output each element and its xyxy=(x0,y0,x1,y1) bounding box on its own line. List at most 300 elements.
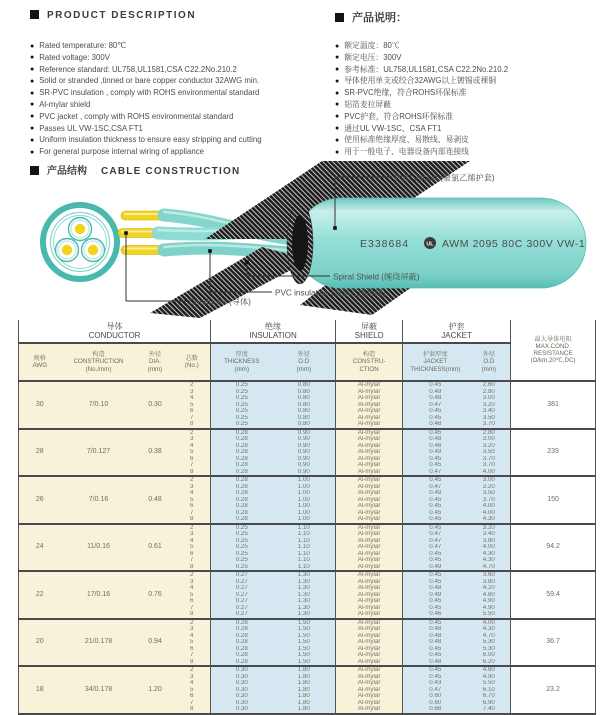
cell-jacket-od: 4.00 xyxy=(468,510,511,517)
bullet-text: Al-mylar shield xyxy=(39,99,91,109)
cell-jacket-thickness: 0.45 xyxy=(403,674,468,681)
cell-shield: Al-mylar xyxy=(336,476,403,484)
cell-shield: Al-mylar xyxy=(336,503,403,510)
cell-ins-od: 1.30 xyxy=(273,611,336,619)
cell-jacket-od: 3.80 xyxy=(468,538,511,545)
cell-ins-od: 1.00 xyxy=(273,490,336,497)
cell-ins-od: 0.90 xyxy=(273,443,336,450)
cell-ins-od: 0.90 xyxy=(273,436,336,443)
cell-ins-thickness: 0.27 xyxy=(211,571,273,579)
bullet-text: PVC jacket , comply with ROHS environmental standard xyxy=(39,111,234,121)
cell-construction: 7/0.127 xyxy=(61,429,137,477)
bullet-icon: ● xyxy=(335,136,340,144)
cell-ins-thickness: 0.28 xyxy=(211,510,273,517)
cell-jacket-od: 4.60 xyxy=(468,592,511,599)
cell-shield: Al-mylar xyxy=(336,579,403,586)
cell-ins-od: 1.00 xyxy=(273,510,336,517)
bullet-icon: ● xyxy=(335,66,340,74)
cell-cores: 3 xyxy=(174,484,211,491)
cell-ins-thickness: 0.25 xyxy=(211,564,273,572)
cell-ins-thickness: 0.30 xyxy=(211,693,273,700)
cell-dia: 1.20 xyxy=(137,666,174,714)
cell-shield: Al-mylar xyxy=(336,693,403,700)
cell-ins-thickness: 0.28 xyxy=(211,449,273,456)
jacket-print-spec: AWM 2095 80C 300V VW-1 xyxy=(442,238,586,250)
cell-ins-od: 1.50 xyxy=(273,633,336,640)
cell-shield: Al-mylar xyxy=(336,449,403,456)
cell-jacket-thickness: 0.48 xyxy=(403,633,468,640)
cable-diagram xyxy=(0,155,603,318)
cell-cores: 2 xyxy=(174,524,211,532)
cell-dia: 0.94 xyxy=(137,619,174,667)
cell-shield: Al-mylar xyxy=(336,666,403,674)
bullet-item xyxy=(30,111,330,123)
cell-construction: 7/0.10 xyxy=(61,381,137,429)
cell-ins-thickness: 0.28 xyxy=(211,462,273,469)
cell-jacket-od: 3.70 xyxy=(468,497,511,504)
bullet-text: Reference standard: UL758,UL1581,CSA C22.2No.210.2 xyxy=(39,64,237,74)
bullet-text: PVC护套，符合ROHS环保标准 xyxy=(344,111,453,121)
cell-ins-od: 0.80 xyxy=(273,389,336,396)
cell-ins-thickness: 0.28 xyxy=(211,639,273,646)
jacket-print xyxy=(360,237,585,250)
cell-shield: Al-mylar xyxy=(336,564,403,572)
cell-ins-od: 0.80 xyxy=(273,402,336,409)
cell-ins-od: 1.50 xyxy=(273,652,336,659)
column-header-resistance: 最大导体电阻 MAX.COND. RESISTANCE (Ω/km,20℃,DC) xyxy=(511,320,596,381)
cell-shield: Al-mylar xyxy=(336,402,403,409)
cell-ins-od: 1.00 xyxy=(273,516,336,524)
bullet-icon: ● xyxy=(335,42,340,50)
cell-jacket-thickness: 0.45 xyxy=(403,557,468,564)
cell-cores: 3 xyxy=(174,436,211,443)
cell-ins-thickness: 0.28 xyxy=(211,516,273,524)
column-header-ins-thickness: 厚度 THICKNESS (mm) xyxy=(211,343,273,381)
bullet-icon: ● xyxy=(30,101,35,109)
bullet-icon: ● xyxy=(335,125,340,133)
bullet-icon: ● xyxy=(30,66,35,74)
cell-dia: 0.76 xyxy=(137,571,174,619)
cell-shield: Al-mylar xyxy=(336,462,403,469)
bullet-text: 额定电压：300V xyxy=(344,52,402,62)
cell-jacket-od: 2.60 xyxy=(468,381,511,389)
cell-jacket-od: 3.40 xyxy=(468,408,511,415)
cell-shield: Al-mylar xyxy=(336,544,403,551)
cell-awg: 24 xyxy=(19,524,61,572)
cell-ins-od: 1.50 xyxy=(273,646,336,653)
column-header-jacket-od: 外径 O.D (mm) xyxy=(468,343,511,381)
cell-jacket-thickness: 0.47 xyxy=(403,469,468,477)
cell-jacket-thickness: 0.45 xyxy=(403,462,468,469)
cell-jacket-od: 4.30 xyxy=(468,551,511,558)
cell-cores: 2 xyxy=(174,429,211,437)
cell-cores: 5 xyxy=(174,544,211,551)
cell-jacket-od: 2.80 xyxy=(468,429,511,437)
cell-construction: 7/0.16 xyxy=(61,476,137,524)
cell-ins-thickness: 0.30 xyxy=(211,687,273,694)
cell-shield: Al-mylar xyxy=(336,659,403,667)
cell-jacket-thickness: 0.47 xyxy=(403,531,468,538)
cell-ins-thickness: 0.30 xyxy=(211,680,273,687)
cell-jacket-thickness: 0.47 xyxy=(403,544,468,551)
cell-shield: Al-mylar xyxy=(336,497,403,504)
cell-shield: Al-mylar xyxy=(336,389,403,396)
bullet-item xyxy=(335,75,603,87)
cell-ins-od: 1.80 xyxy=(273,666,336,674)
cell-ins-thickness: 0.27 xyxy=(211,585,273,592)
cell-ins-od: 1.80 xyxy=(273,700,336,707)
bullet-icon: ● xyxy=(30,148,35,156)
cell-awg: 26 xyxy=(19,476,61,524)
cell-jacket-od: 3.70 xyxy=(468,456,511,463)
cell-ins-od: 1.50 xyxy=(273,619,336,627)
cell-jacket-od: 4.00 xyxy=(468,544,511,551)
cell-ins-thickness: 0.30 xyxy=(211,674,273,681)
bullet-item xyxy=(30,134,330,146)
cell-awg: 20 xyxy=(19,619,61,667)
cell-cores: 6 xyxy=(174,598,211,605)
table-row xyxy=(19,476,596,484)
cell-jacket-thickness: 0.45 xyxy=(403,476,468,484)
pvc-jacket-label: PVC Jacket (聚氯乙烯护套) xyxy=(395,173,495,183)
cell-jacket-thickness: 0.48 xyxy=(403,659,468,667)
table-row xyxy=(19,571,596,579)
table-row xyxy=(19,381,596,389)
cell-jacket-od: 5.30 xyxy=(468,639,511,646)
bullet-item xyxy=(335,87,603,99)
cell-cores: 4 xyxy=(174,585,211,592)
section-square-icon xyxy=(335,13,344,22)
cell-cores: 7 xyxy=(174,462,211,469)
cell-cores: 8 xyxy=(174,564,211,572)
cell-jacket-od: 3.80 xyxy=(468,579,511,586)
cell-jacket-thickness: 0.48 xyxy=(403,421,468,429)
bullet-icon: ● xyxy=(30,42,35,50)
cell-shield: Al-mylar xyxy=(336,592,403,599)
cell-jacket-od: 3.60 xyxy=(468,571,511,579)
table-row xyxy=(19,524,596,532)
cell-jacket-thickness: 0.68 xyxy=(403,706,468,714)
cell-ins-thickness: 0.25 xyxy=(211,544,273,551)
cell-ins-thickness: 0.28 xyxy=(211,443,273,450)
cell-jacket-thickness: 0.45 xyxy=(403,408,468,415)
cell-resistance: 59.4 xyxy=(511,571,596,619)
cell-cores: 5 xyxy=(174,592,211,599)
svg-text:UL: UL xyxy=(426,241,434,248)
cell-jacket-od: 3.20 xyxy=(468,524,511,532)
cell-construction: 17/0.16 xyxy=(61,571,137,619)
bullet-item xyxy=(30,40,330,52)
cell-shield: Al-mylar xyxy=(336,571,403,579)
cell-jacket-thickness: 0.48 xyxy=(403,436,468,443)
bullet-item xyxy=(335,64,603,76)
cell-ins-od: 1.10 xyxy=(273,544,336,551)
cell-shield: Al-mylar xyxy=(336,490,403,497)
cell-dia: 0.48 xyxy=(137,476,174,524)
ul-mark-icon xyxy=(424,237,436,249)
cell-jacket-thickness: 0.43 xyxy=(403,680,468,687)
bullet-text: Rated temperature: 80℃ xyxy=(39,41,127,50)
cell-ins-od: 1.30 xyxy=(273,605,336,612)
column-group-header: 绝缘 INSULATION xyxy=(211,320,336,343)
cell-construction: 11/0.16 xyxy=(61,524,137,572)
table-row xyxy=(19,429,596,437)
cell-shield: Al-mylar xyxy=(336,484,403,491)
cell-cores: 3 xyxy=(174,389,211,396)
cell-ins-od: 0.80 xyxy=(273,408,336,415)
cell-jacket-thickness: 0.49 xyxy=(403,389,468,396)
cell-jacket-od: 6.90 xyxy=(468,700,511,707)
cell-cores: 2 xyxy=(174,666,211,674)
cell-ins-od: 1.00 xyxy=(273,484,336,491)
cell-shield: Al-mylar xyxy=(336,605,403,612)
bullet-item xyxy=(335,99,603,111)
bullet-text: 导体使用单支或绞合32AWG以上镀锡或裸铜 xyxy=(344,76,496,86)
cell-ins-thickness: 0.28 xyxy=(211,429,273,437)
cell-cores: 5 xyxy=(174,639,211,646)
cell-jacket-od: 4.30 xyxy=(468,516,511,524)
product-description-title: PRODUCT DESCRIPTION xyxy=(47,10,197,21)
cell-jacket-thickness: 0.45 xyxy=(403,598,468,605)
cell-awg: 22 xyxy=(19,571,61,619)
construction-title-zh: 产品结构 xyxy=(47,166,87,177)
cell-jacket-od: 2.80 xyxy=(468,389,511,396)
cell-dia: 0.61 xyxy=(137,524,174,572)
cell-jacket-od: 4.90 xyxy=(468,674,511,681)
cell-cores: 4 xyxy=(174,680,211,687)
cell-cores: 8 xyxy=(174,706,211,714)
cell-jacket-thickness: 0.47 xyxy=(403,402,468,409)
column-group-header: 屏蔽 SHIELD xyxy=(336,320,403,343)
cell-ins-od: 0.90 xyxy=(273,429,336,437)
bullet-text: 用于一般电子、电器设备内部连接线 xyxy=(344,147,469,157)
cell-resistance: 94.2 xyxy=(511,524,596,572)
spec-table xyxy=(18,320,596,715)
cell-cores: 4 xyxy=(174,538,211,545)
cell-jacket-od: 4.90 xyxy=(468,605,511,612)
bullet-text: 铝箔麦拉屏蔽 xyxy=(344,99,392,109)
construction-title-en: CABLE CONSTRUCTION xyxy=(101,166,241,177)
cell-jacket-od: 3.50 xyxy=(468,490,511,497)
cell-jacket-od: 4.20 xyxy=(468,585,511,592)
cell-jacket-od: 6.20 xyxy=(468,659,511,667)
cell-cores: 8 xyxy=(174,421,211,429)
bullet-item xyxy=(30,64,330,76)
bullet-item xyxy=(30,52,330,64)
column-group-header: 护套 JACKET xyxy=(403,320,511,343)
cell-jacket-thickness: 0.48 xyxy=(403,626,468,633)
cell-jacket-thickness: 0.45 xyxy=(403,415,468,422)
cell-jacket-od: 4.60 xyxy=(468,666,511,674)
cable-cross-section-illustration xyxy=(43,205,117,279)
cell-ins-od: 0.90 xyxy=(273,456,336,463)
cell-jacket-od: 3.40 xyxy=(468,531,511,538)
cell-jacket-od: 3.20 xyxy=(468,443,511,450)
cell-jacket-od: 3.50 xyxy=(468,449,511,456)
bullet-text: 参考标准：UL758,UL1581,CSA C22.2No.210.2 xyxy=(344,64,509,74)
cell-ins-od: 0.80 xyxy=(273,415,336,422)
bullet-item xyxy=(335,52,603,64)
cell-jacket-thickness: 0.60 xyxy=(403,700,468,707)
cell-jacket-thickness: 0.60 xyxy=(403,693,468,700)
cell-ins-thickness: 0.28 xyxy=(211,456,273,463)
cell-ins-od: 1.80 xyxy=(273,674,336,681)
cell-ins-od: 0.90 xyxy=(273,462,336,469)
cell-ins-od: 1.50 xyxy=(273,659,336,667)
cell-jacket-od: 5.30 xyxy=(468,646,511,653)
cell-jacket-od: 6.00 xyxy=(468,652,511,659)
cell-jacket-thickness: 0.45 xyxy=(403,524,468,532)
cell-ins-od: 0.90 xyxy=(273,469,336,477)
cell-resistance: 150 xyxy=(511,476,596,524)
cell-cores: 6 xyxy=(174,551,211,558)
cell-ins-thickness: 0.27 xyxy=(211,605,273,612)
cell-cores: 2 xyxy=(174,476,211,484)
cell-ins-thickness: 0.25 xyxy=(211,531,273,538)
cell-dia: 0.30 xyxy=(137,381,174,429)
bullet-icon: ● xyxy=(30,89,35,97)
cell-ins-thickness: 0.28 xyxy=(211,476,273,484)
cell-ins-od: 1.00 xyxy=(273,497,336,504)
cell-cores: 5 xyxy=(174,402,211,409)
cell-ins-thickness: 0.25 xyxy=(211,389,273,396)
cell-jacket-od: 3.70 xyxy=(468,462,511,469)
cell-cores: 7 xyxy=(174,605,211,612)
cell-jacket-thickness: 0.45 xyxy=(403,571,468,579)
cell-ins-od: 1.10 xyxy=(273,524,336,532)
bullet-text: For general purpose internal wiring of appliance xyxy=(39,147,204,157)
cell-ins-thickness: 0.28 xyxy=(211,633,273,640)
cell-shield: Al-mylar xyxy=(336,510,403,517)
cell-shield: Al-mylar xyxy=(336,646,403,653)
pvc-insulation-label: PVC insulation (聚氯乙烯绝缘) xyxy=(275,288,386,298)
cell-cores: 5 xyxy=(174,687,211,694)
cell-shield: Al-mylar xyxy=(336,524,403,532)
cell-shield: Al-mylar xyxy=(336,551,403,558)
cell-shield: Al-mylar xyxy=(336,619,403,627)
cell-ins-thickness: 0.28 xyxy=(211,497,273,504)
cell-cores: 4 xyxy=(174,633,211,640)
cell-jacket-thickness: 0.49 xyxy=(403,592,468,599)
column-header-shield: 构造 CONSTRU- CTION xyxy=(336,343,403,381)
cell-ins-od: 1.00 xyxy=(273,476,336,484)
bullet-icon: ● xyxy=(30,54,35,62)
cell-construction: 34/0.178 xyxy=(61,666,137,714)
cell-ins-od: 1.50 xyxy=(273,626,336,633)
spiral-shield-label: Spiral Shield (缠绕屏蔽) xyxy=(333,272,420,282)
cell-shield: Al-mylar xyxy=(336,538,403,545)
cell-ins-thickness: 0.28 xyxy=(211,490,273,497)
cell-ins-thickness: 0.25 xyxy=(211,421,273,429)
bullet-item xyxy=(30,75,330,87)
cell-shield: Al-mylar xyxy=(336,700,403,707)
table-row xyxy=(19,619,596,627)
cell-jacket-od: 4.90 xyxy=(468,598,511,605)
cell-jacket-od: 3.00 xyxy=(468,436,511,443)
cell-jacket-od: 6.70 xyxy=(468,693,511,700)
cell-cores: 8 xyxy=(174,516,211,524)
cell-ins-od: 1.80 xyxy=(273,706,336,714)
table-row xyxy=(19,666,596,674)
cell-ins-thickness: 0.28 xyxy=(211,626,273,633)
cell-ins-thickness: 0.25 xyxy=(211,538,273,545)
cell-jacket-od: 5.50 xyxy=(468,611,511,619)
bullet-icon: ● xyxy=(335,54,340,62)
cell-jacket-od: 3.20 xyxy=(468,484,511,491)
cell-jacket-thickness: 0.45 xyxy=(403,510,468,517)
cell-jacket-thickness: 0.46 xyxy=(403,443,468,450)
cell-shield: Al-mylar xyxy=(336,456,403,463)
cell-cores: 8 xyxy=(174,659,211,667)
cell-cores: 4 xyxy=(174,490,211,497)
column-group-header: 导体 CONDUCTOR xyxy=(19,320,211,343)
cell-cores: 6 xyxy=(174,646,211,653)
cell-jacket-od: 3.20 xyxy=(468,402,511,409)
cell-cores: 2 xyxy=(174,381,211,389)
cell-jacket-od: 4.00 xyxy=(468,503,511,510)
cell-shield: Al-mylar xyxy=(336,421,403,429)
bullet-icon: ● xyxy=(30,125,35,133)
cell-jacket-thickness: 0.45 xyxy=(403,666,468,674)
cell-ins-thickness: 0.30 xyxy=(211,666,273,674)
section-square-icon xyxy=(30,10,39,19)
cell-shield: Al-mylar xyxy=(336,381,403,389)
cell-jacket-thickness: 0.45 xyxy=(403,579,468,586)
cell-jacket-od: 3.00 xyxy=(468,395,511,402)
cell-shield: Al-mylar xyxy=(336,415,403,422)
cell-ins-thickness: 0.25 xyxy=(211,381,273,389)
cell-ins-thickness: 0.27 xyxy=(211,592,273,599)
cell-ins-od: 1.10 xyxy=(273,538,336,545)
bullet-text: Uniform insulation thickness to ensure easy stripping and cutting xyxy=(39,135,262,145)
bullet-icon: ● xyxy=(335,113,340,121)
bullet-item xyxy=(30,87,330,99)
conductor-label: Conductor (导体) xyxy=(189,297,251,307)
bullet-text: Solid or stranded ,tinned or bare copper conductor 32AWG min. xyxy=(39,76,260,86)
bullet-item xyxy=(335,40,603,52)
cell-cores: 7 xyxy=(174,510,211,517)
cell-ins-thickness: 0.30 xyxy=(211,700,273,707)
cell-jacket-thickness: 0.47 xyxy=(403,484,468,491)
cell-ins-od: 0.80 xyxy=(273,421,336,429)
cell-jacket-thickness: 0.45 xyxy=(403,503,468,510)
cell-jacket-thickness: 0.45 xyxy=(403,381,468,389)
cell-cores: 6 xyxy=(174,456,211,463)
cell-cores: 6 xyxy=(174,408,211,415)
bullet-item xyxy=(30,99,330,111)
cell-shield: Al-mylar xyxy=(336,429,403,437)
product-description-list xyxy=(30,40,330,158)
cell-shield: Al-mylar xyxy=(336,639,403,646)
cell-shield: Al-mylar xyxy=(336,395,403,402)
cell-jacket-od: 4.00 xyxy=(468,469,511,477)
bullet-icon: ● xyxy=(30,113,35,121)
cell-cores: 3 xyxy=(174,579,211,586)
bullet-text: 使用标准绝缘厚度、易散线、易剥皮 xyxy=(344,135,469,145)
cell-shield: Al-mylar xyxy=(336,557,403,564)
cell-ins-od: 1.10 xyxy=(273,551,336,558)
cell-ins-thickness: 0.25 xyxy=(211,557,273,564)
cell-ins-thickness: 0.30 xyxy=(211,706,273,714)
bullet-item xyxy=(335,111,603,123)
cell-jacket-od: 4.30 xyxy=(468,626,511,633)
cell-jacket-od: 4.30 xyxy=(468,557,511,564)
cell-shield: Al-mylar xyxy=(336,443,403,450)
bullet-text: SR-PVC insulation , comply with ROHS environmental standard xyxy=(39,88,260,98)
bullet-item xyxy=(30,123,330,135)
cell-cores: 2 xyxy=(174,571,211,579)
column-header-cores: 芯数 (No.) xyxy=(174,343,211,381)
